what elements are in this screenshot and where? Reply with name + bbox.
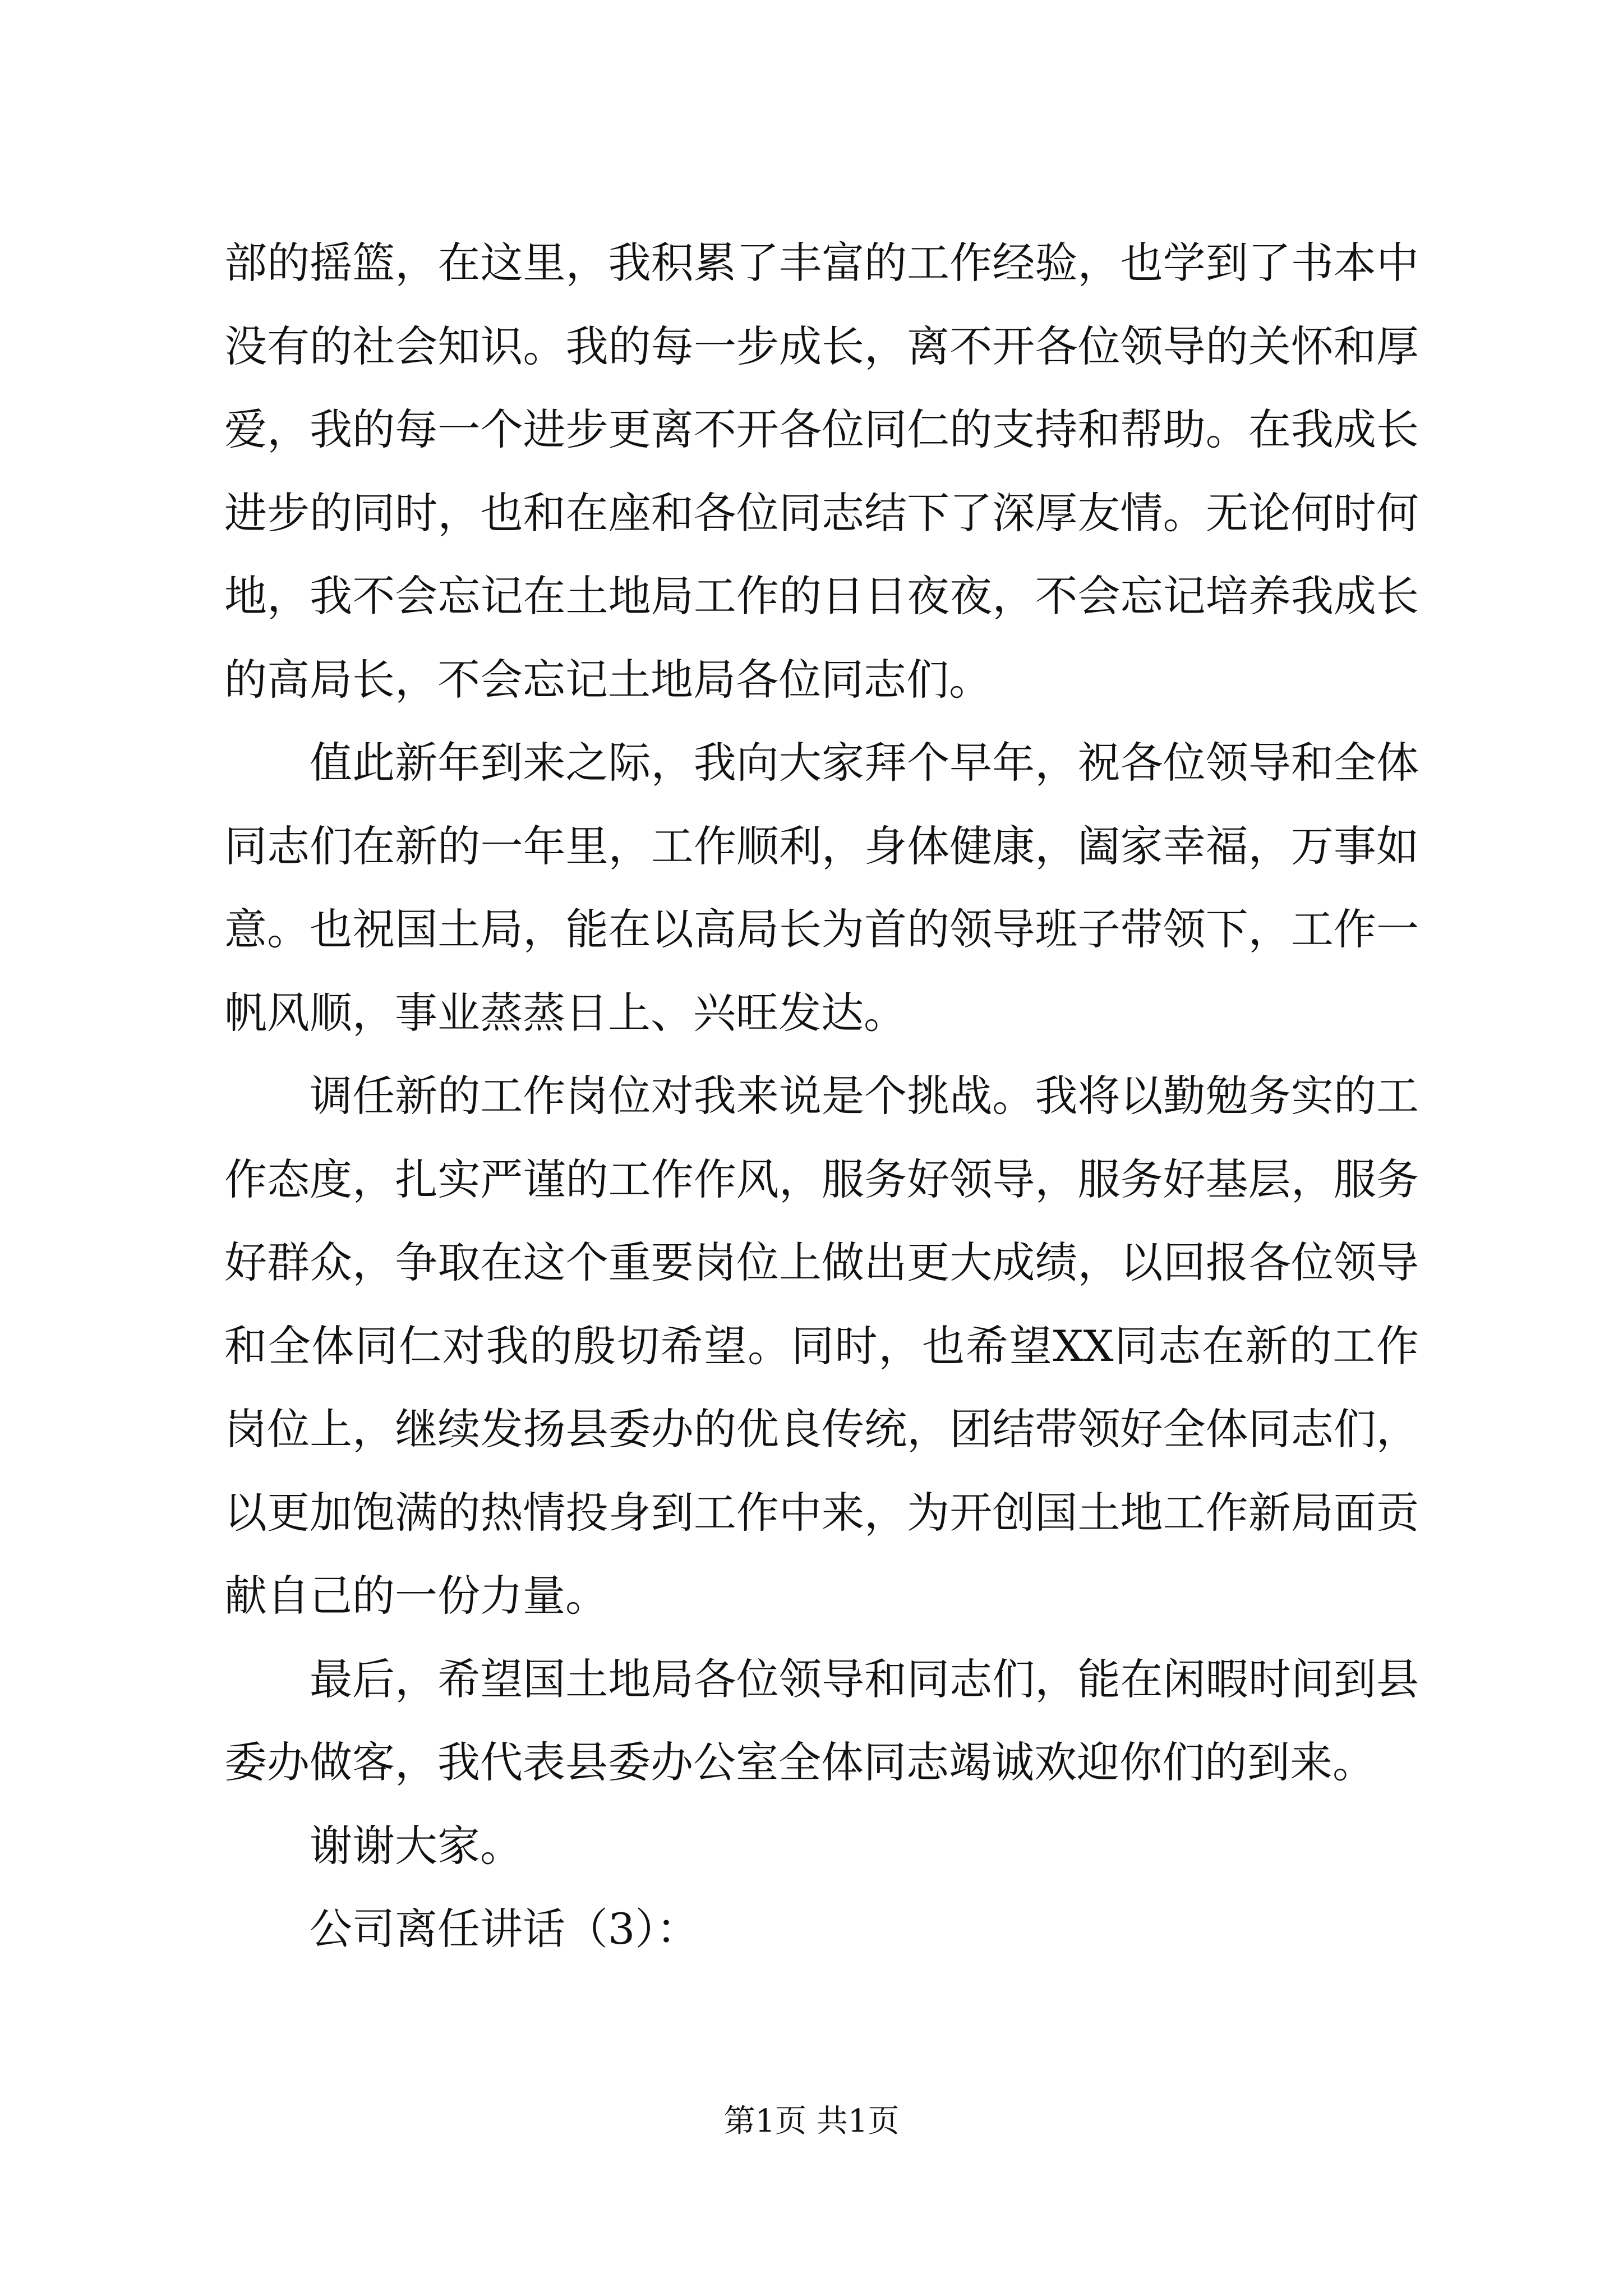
paragraph-new-post: 调任新的工作岗位对我来说是个挑战。我将以勤勉务实的工作态度，扎实严谨的工作作风，服务好领导，服务好基层，服务好群众，争取在这个重要岗位上做出更大成绩，以回报各位领导和全体同仁对我的殷切希望。同时，也希望XX同志在新的工作岗位上，继续发扬县委办的优良传统，团结带领好全体同志们，以更加饱满的热情投身到工作中来，为开创国土地工作新局面贡献自己的一份力量。 [224,1071,1419,1621]
paragraph-next-speech-heading: 公司离任讲话（3）： [310,1904,699,1954]
page-footer: 第1页 共1页 [723,2103,900,2139]
document-body [224,222,1419,1971]
paragraph-new-year-wishes: 值此新年到来之际，我向大家拜个早年，祝各位领导和全体同志们在新的一年里，工作顺利，身体健康，阖家幸福，万事如意。也祝国土局，能在以高局长为首的领导班子带领下，工作一帆风顺，事业蒸蒸日上、兴旺发达。 [224,738,1419,1038]
paragraph-invitation: 最后，希望国土地局各位领导和同志们，能在闲暇时间到县委办做客，我代表县委办公室全体同志竭诚欢迎你们的到来。 [224,1654,1419,1787]
paragraph-thanks: 谢谢大家。 [310,1820,523,1871]
paragraph-continuation: 部的摇篮，在这里，我积累了丰富的工作经验，也学到了书本中没有的社会知识。我的每一步成长，离不开各位领导的关怀和厚爱，我的每一个进步更离不开各位同仁的支持和帮助。在我成长进步的同时，也和在座和各位同志结下了深厚友情。无论何时何地，我不会忘记在土地局工作的日日夜夜，不会忘记培养我成长的高局长，不会忘记土地局各位同志们。 [224,238,1419,705]
